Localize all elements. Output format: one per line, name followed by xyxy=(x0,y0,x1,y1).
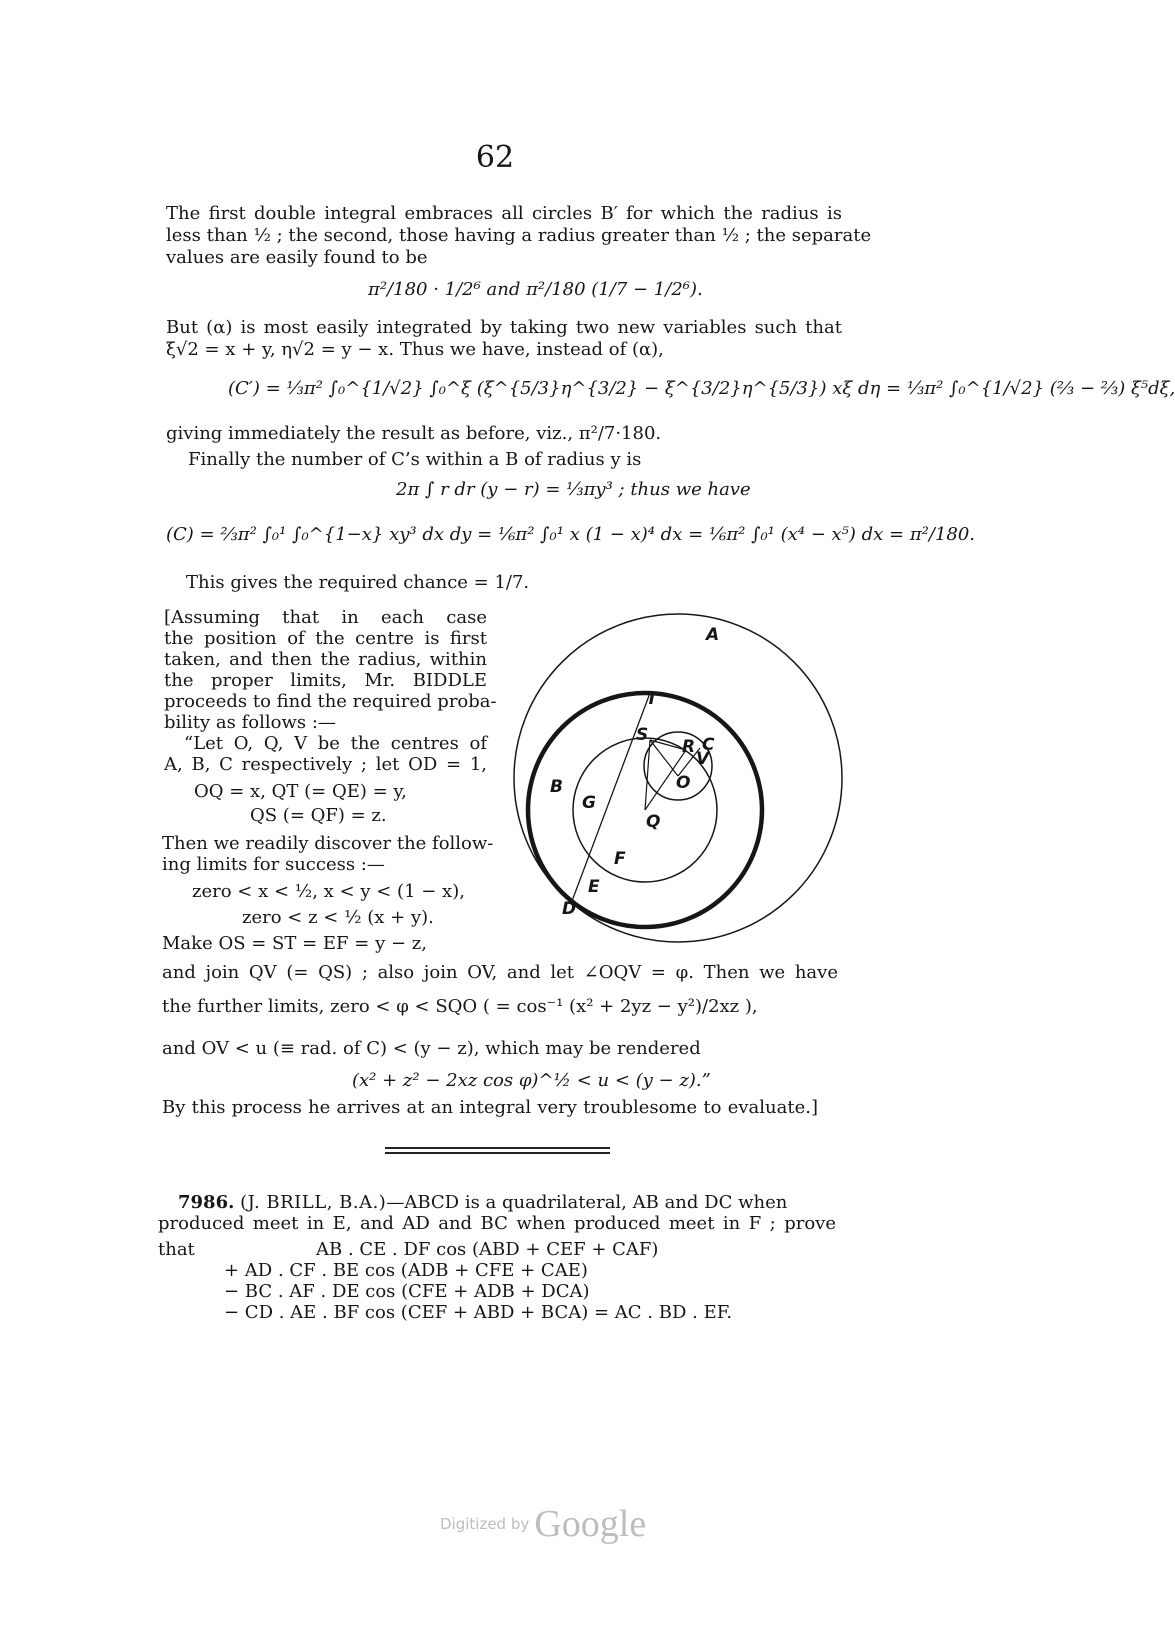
equation-2: (C′) = ⅓π² ∫₀^{1/√2} ∫₀^ξ (ξ^{5/3}η^{3/2} − ξ^{3/2}η^{5/3}) xξ dη = ⅓π² ∫₀^{1/√2} (⅔ − ⅔) ξ⁵dξ, xyxy=(228,378,1175,399)
text-line: Make OS = ST = EF = y − z, xyxy=(162,933,427,954)
text-line: By this process he arrives at an integral very troublesome to evaluate.] xyxy=(162,1097,818,1118)
text-line: But (α) is most easily integrated by taking two new variables such that xyxy=(166,317,842,338)
text-line: This gives the required chance = 1/7. xyxy=(186,572,530,593)
formula-line: − CD . AE . BF cos (CEF + ABD + BCA) = AC . BD . EF. xyxy=(224,1302,733,1323)
text-line: proceeds to find the required proba- xyxy=(164,691,497,712)
figure-label-b: B xyxy=(550,777,563,797)
text-line: less than ½ ; the second, those having a radius greater than ½ ; the separate xyxy=(166,225,872,246)
figure-label-e: E xyxy=(588,877,600,897)
figure-label-f: F xyxy=(614,849,626,869)
equation-3: 2π ∫ r dr (y − r) = ⅓πy³ ; thus we have xyxy=(396,479,751,500)
text-line: values are easily found to be xyxy=(166,247,428,268)
figure-label-q: Q xyxy=(646,812,661,832)
figure-label-o: O xyxy=(676,773,691,793)
text-line: ξ√2 = x + y, η√2 = y − x. Thus we have, instead of (α), xyxy=(166,339,664,360)
digitized-by-google-watermark xyxy=(440,1502,646,1546)
text-line: [Assuming that in each case xyxy=(164,607,487,628)
problem-heading xyxy=(178,1192,787,1214)
text-line: zero < z < ½ (x + y). xyxy=(242,907,434,928)
divider-rule xyxy=(385,1147,610,1149)
figure-label-r: R xyxy=(682,737,696,757)
text-line: Then we readily discover the follow- xyxy=(162,833,494,854)
text-line: giving immediately the result as before, viz., π²/7·180. xyxy=(166,423,662,444)
text-line: A, B, C respectively ; let OD = 1, xyxy=(164,754,487,775)
text-line: Finally the number of C’s within a B of radius y is xyxy=(188,449,642,470)
equation-4: (C) = ⅔π² ∫₀¹ ∫₀^{1−x} xy³ dx dy = ⅙π² ∫₀¹ x (1 − x)⁴ dx = ⅙π² ∫₀¹ (x⁴ − x⁵) dx = π²/180. xyxy=(166,524,976,545)
text-line: “Let O, Q, V be the centres of xyxy=(184,733,487,754)
figure-label-v: V xyxy=(696,749,710,769)
text-line: —ABCD is a quadrilateral, AB and DC when xyxy=(386,1192,788,1213)
text-line: zero < x < ½, x < y < (1 − x), xyxy=(192,881,465,902)
text-line: that xyxy=(158,1239,195,1260)
formula-line: AB . CE . DF cos (ABD + CEF + CAF) xyxy=(316,1239,659,1260)
text-line: The first double integral embraces all circles B′ for which the radius is xyxy=(166,203,842,224)
figure-label-t: T xyxy=(646,689,658,709)
text-line: the position of the centre is first xyxy=(164,628,487,649)
line-so xyxy=(650,740,678,776)
text-line: ing limits for success :— xyxy=(162,854,385,875)
text-line: and OV < u (≡ rad. of C) < (y − z), which may be rendered xyxy=(162,1038,701,1059)
text-line: (x² + z² − 2xz cos φ)^½ < u < (y − z).” xyxy=(352,1070,711,1091)
equation-1: π²/180 · 1/2⁶ and π²/180 (1/7 − 1/2⁶). xyxy=(368,279,703,300)
text-line: OQ = x, QT (= QE) = y, xyxy=(194,781,407,802)
problem-number: 7986. xyxy=(178,1192,235,1213)
figure-label-a: A xyxy=(706,625,720,645)
text-line: taken, and then the radius, within xyxy=(164,649,487,670)
figure-label-c: C xyxy=(702,735,715,755)
text-line: bility as follows :— xyxy=(164,712,336,733)
figure-label-d: D xyxy=(562,899,577,919)
text-line: and join QV (= QS) ; also join OV, and let ∠OQV = φ. Then we have xyxy=(162,962,838,983)
watermark-logo: Google xyxy=(534,1503,647,1545)
problem-author: (J. BRILL, B.A.) xyxy=(240,1192,387,1213)
text-line: produced meet in E, and AD and BC when produced meet in F ; prove xyxy=(158,1213,836,1234)
text-line: the proper limits, Mr. BIDDLE xyxy=(164,670,487,691)
text-line: QS (= QF) = z. xyxy=(250,805,387,826)
page-number: 62 xyxy=(475,140,515,175)
figure-label-s: S xyxy=(636,725,649,745)
formula-line: + AD . CF . BE cos (ADB + CFE + CAE) xyxy=(224,1260,588,1281)
figure-label-g: G xyxy=(582,793,596,813)
divider-rule xyxy=(385,1152,610,1154)
watermark-small: Digitized by xyxy=(440,1515,530,1533)
formula-line: − BC . AF . DE cos (CFE + ADB + DCA) xyxy=(224,1281,590,1302)
geometry-figure xyxy=(500,600,870,950)
text-line: the further limits, zero < φ < SQO ( = cos⁻¹ (x² + 2yz − y²)/2xz ), xyxy=(162,996,758,1017)
